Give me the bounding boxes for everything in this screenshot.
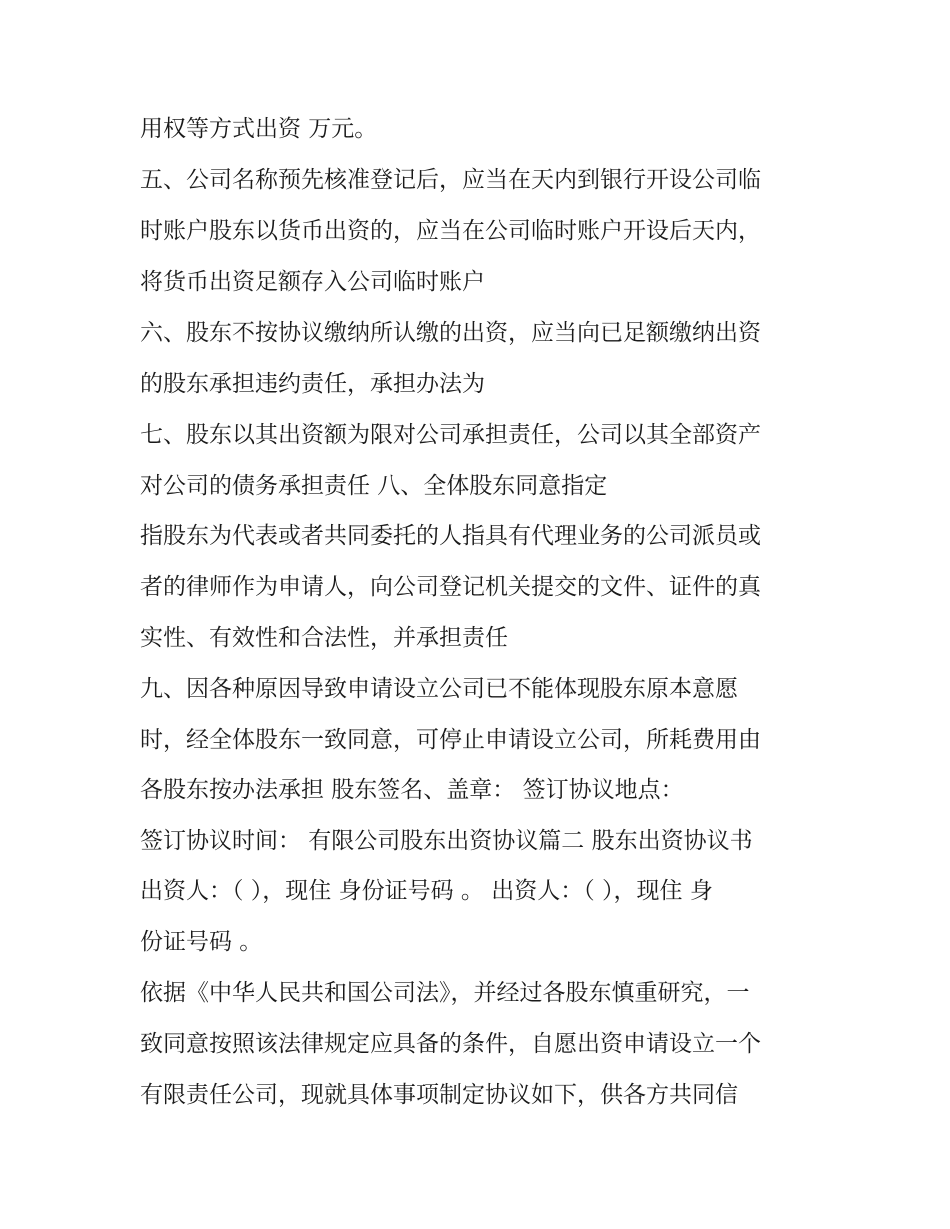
text-line: 实性、有效性和合法性，并承担责任: [140, 625, 508, 651]
text-line: 将货币出资足额存入公司临时账户: [140, 269, 485, 295]
text-line: 致同意按照该法律规定应具备的条件，自愿出资申请设立一个: [140, 1031, 761, 1057]
text-line: 五、公司名称预先核准登记后，应当在天内到银行开设公司临: [140, 167, 761, 193]
text-line: 的股东承担违约责任，承担办法为: [140, 371, 485, 397]
text-line: 用权等方式出资 万元。: [140, 116, 378, 142]
text-line: 七、股东以其出资额为限对公司承担责任，公司以其全部资产: [140, 422, 761, 448]
text-line: 各股东按办法承担 股东签名、盖章： 签订协议地点：: [140, 777, 684, 803]
text-line: 签订协议时间： 有限公司股东出资协议篇二 股东出资协议书: [140, 828, 753, 854]
text-line: 六、股东不按协议缴纳所认缴的出资，应当向已足额缴纳出资: [140, 320, 761, 346]
text-line: 出资人：（ ），现住 身份证号码 。 出资人：（ ），现住 身: [140, 878, 713, 904]
text-line: 指股东为代表或者共同委托的人指具有代理业务的公司派员或: [140, 523, 761, 549]
text-line: 对公司的债务承担责任 八、全体股东同意指定: [140, 473, 608, 499]
text-line: 者的律师作为申请人，向公司登记机关提交的文件、证件的真: [140, 574, 761, 600]
text-line: 时，经全体股东一致同意，可停止申请设立公司，所耗费用由: [140, 727, 761, 753]
text-line: 依据《中华人民共和国公司法》，并经过各股东慎重研究，一: [140, 980, 750, 1006]
text-line: 份证号码 。: [140, 929, 263, 955]
text-line: 时账户股东以货币出资的，应当在公司临时账户开设后天内，: [140, 218, 761, 244]
text-line: 九、因各种原因导致申请设立公司已不能体现股东原本意愿: [140, 676, 738, 702]
text-line: 有限责任公司，现就具体事项制定协议如下，供各方共同信: [140, 1082, 738, 1108]
